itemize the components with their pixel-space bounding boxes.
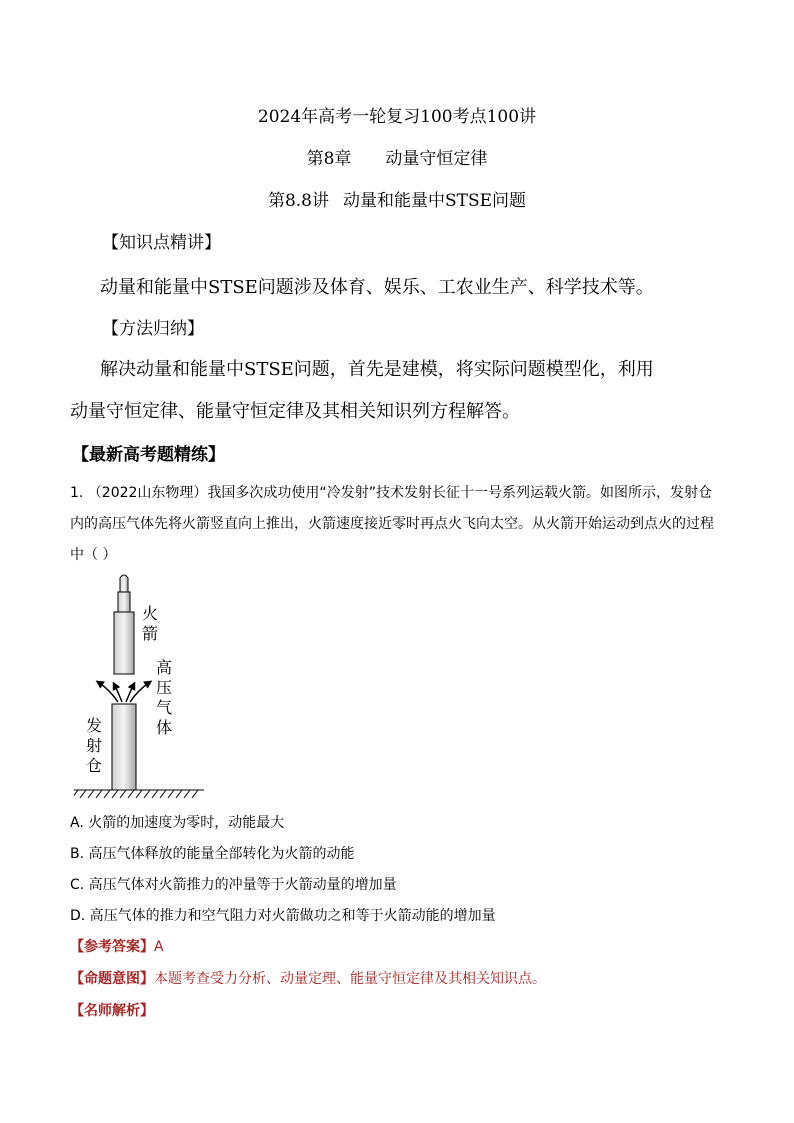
question-line-1: 1. （2022山东物理）我国多次成功使用“冷发射”技术发射长征十一号系列运载火箭。如图所示，发射仓 xyxy=(70,485,712,501)
rocket-launch-figure xyxy=(74,572,204,804)
knowledge-heading: 【知识点精讲】 xyxy=(102,233,221,253)
option-b: B. 高压气体释放的能量全部转化为火箭的动能 xyxy=(70,846,355,862)
question-intent xyxy=(70,970,546,988)
gas-label: 高压气体 xyxy=(156,658,173,737)
exam-heading: 【最新高考题精练】 xyxy=(72,445,225,465)
option-d: D. 高压气体的推力和空气阻力对火箭做功之和等于火箭动能的增加量 xyxy=(70,908,496,924)
rocket-label: 火箭 xyxy=(142,604,159,643)
lecture-title xyxy=(0,190,794,212)
question-line-3: 中（ ） xyxy=(70,547,117,563)
option-c: C. 高压气体对火箭推力的冲量等于火箭动量的增加量 xyxy=(70,877,397,893)
answer-value: A xyxy=(154,939,164,955)
question-line-2: 内的高压气体先将火箭竖直向上推出，火箭速度接近零时再点火飞向太空。从火箭开始运动到点火的过程 xyxy=(70,516,714,532)
launch-silo-icon xyxy=(112,704,136,790)
chapter-name: 动量守恒定律 xyxy=(385,149,488,169)
chapter-number: 第8章 xyxy=(306,149,352,169)
method-text-line-2: 动量守恒定律、能量守恒定律及其相关知识列方程解答。 xyxy=(70,401,520,422)
silo-label: 发射仓 xyxy=(86,716,103,775)
answer-label: 【参考答案】 xyxy=(70,939,154,955)
chapter-title xyxy=(0,148,794,170)
lecture-name: 动量和能量中STSE问题 xyxy=(343,191,527,211)
teacher-analysis-label: 【名师解析】 xyxy=(70,1003,154,1019)
knowledge-text: 动量和能量中STSE问题涉及体育、娱乐、工农业生产、科学技术等。 xyxy=(100,277,654,298)
gas-arrows-icon xyxy=(98,682,150,702)
rocket-icon xyxy=(114,575,134,674)
option-a: A. 火箭的加速度为零时，动能最大 xyxy=(70,815,285,831)
intent-text: 本题考查受力分析、动量定理、能量守恒定律及其相关知识点。 xyxy=(154,971,546,987)
document-title: 2024年高考一轮复习100考点100讲 xyxy=(257,107,537,127)
lecture-number: 第8.8讲 xyxy=(267,191,329,211)
intent-label: 【命题意图】 xyxy=(70,971,154,987)
ground-icon xyxy=(74,790,204,798)
method-text-line-1: 解决动量和能量中STSE问题，首先是建模，将实际问题模型化，利用 xyxy=(100,359,654,380)
method-heading: 【方法归纳】 xyxy=(102,319,204,339)
reference-answer xyxy=(70,938,164,956)
